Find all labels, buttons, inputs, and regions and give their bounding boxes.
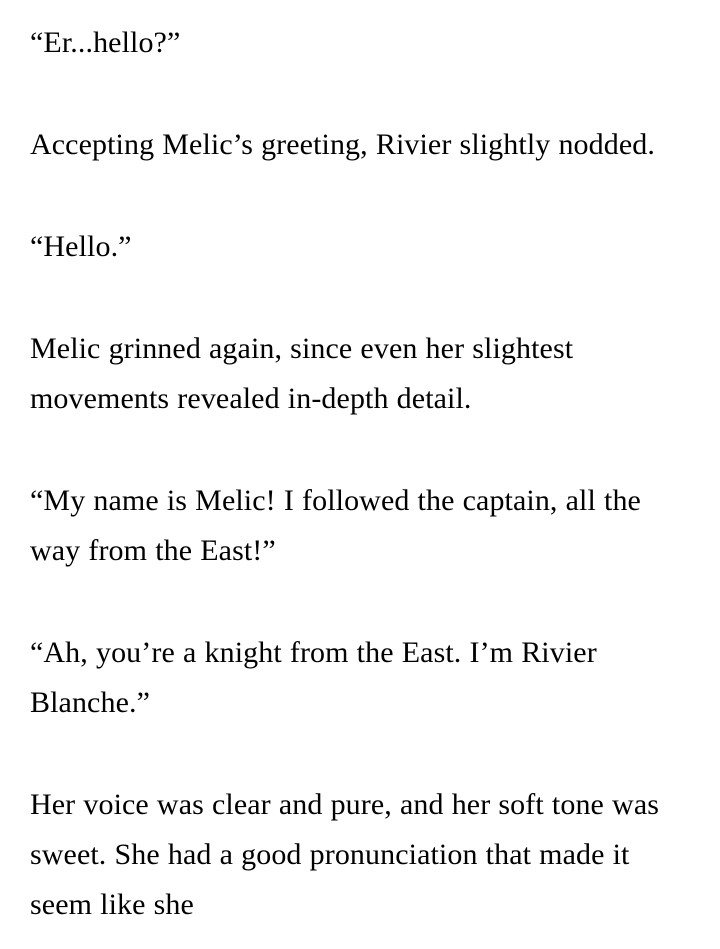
paragraph: Melic grinned again, since even her slightest movements revealed in-depth detail. [30, 332, 574, 415]
paragraph: “Ah, you’re a knight from the East. I’m Rivier Blanche.” [30, 636, 597, 719]
paragraph: Her voice was clear and pure, and her soft tone was sweet. She had a good pronunciation that made it seem like she [30, 788, 660, 921]
paragraph: “Hello.” [30, 230, 132, 263]
paragraph: Accepting Melic’s greeting, Rivier slightly nodded. [30, 128, 655, 161]
paragraph: “My name is Melic! I followed the captain, all the way from the East!” [30, 484, 641, 567]
paragraph: “Er...hello?” [30, 26, 181, 59]
